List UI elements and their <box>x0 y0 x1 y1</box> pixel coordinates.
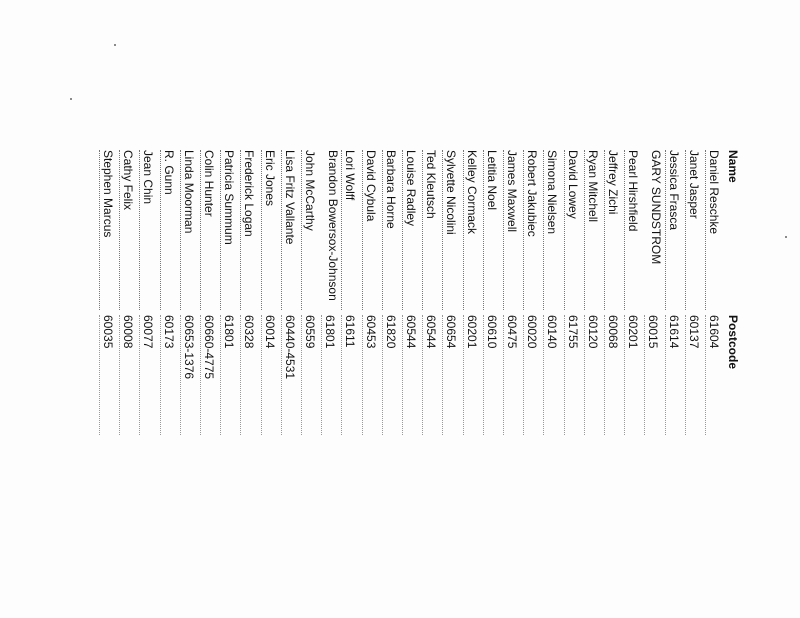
postcode-cell: 60068 <box>604 315 622 435</box>
name-cell: Colin Hunter <box>200 150 218 310</box>
postcode-cell: 61801 <box>220 315 238 435</box>
name-cell: Letitia Noel <box>483 150 501 310</box>
postcode-cell: 60544 <box>402 315 420 435</box>
table-row <box>422 150 440 618</box>
scan-speck <box>785 236 787 238</box>
table-row <box>362 150 380 618</box>
postcode-cell: 60653-1376 <box>180 315 198 435</box>
name-cell: Jeffrey Zichi <box>604 150 622 310</box>
postcode-cell: 60120 <box>584 315 602 435</box>
scan-speck <box>70 98 72 100</box>
name-cell: David Cybula <box>362 150 380 310</box>
table-row <box>301 150 319 618</box>
name-cell: GARY SUNDSTROM <box>649 150 664 265</box>
table-row <box>523 150 541 618</box>
table-row <box>705 150 723 618</box>
table-row <box>281 150 299 618</box>
name-cell: Kelley Cormack <box>463 150 481 310</box>
table-row <box>139 150 157 618</box>
name-cell: Ryan Mitchell <box>584 150 602 310</box>
table-row <box>463 150 481 618</box>
postcode-cell: 60020 <box>523 315 541 435</box>
name-cell: Eric Jones <box>261 150 279 310</box>
name-cell: Cathy Felix <box>119 150 137 310</box>
name-cell: Robert Jakubiec <box>523 150 541 310</box>
postcode-cell: 60660-4775 <box>200 315 218 435</box>
name-cell: Lori Wolff <box>341 150 359 310</box>
postcode-cell: 61801 <box>321 315 339 435</box>
postcode-cell: 61614 <box>665 315 683 435</box>
table-row <box>543 150 561 618</box>
name-cell: Patricia Summum <box>220 150 238 310</box>
name-cell: Janet Jasper <box>685 150 703 310</box>
postcode-cell: 60328 <box>240 315 258 435</box>
rotated-table <box>52 150 742 618</box>
name-cell: Frederick Logan <box>240 150 258 310</box>
table-row <box>321 150 339 618</box>
postcode-column-header: Postcode <box>726 315 740 370</box>
postcode-cell: 60077 <box>139 315 157 435</box>
table-row <box>382 150 400 618</box>
postcode-cell: 60453 <box>362 315 380 435</box>
table-row <box>604 150 622 618</box>
postcode-cell: 60440-4531 <box>281 315 299 435</box>
table-row <box>220 150 238 618</box>
table-row <box>119 150 137 618</box>
postcode-cell: 61755 <box>564 315 582 435</box>
scan-speck <box>114 44 116 46</box>
name-cell: R. Gunn <box>160 150 178 310</box>
postcode-cell: 60140 <box>543 315 561 435</box>
postcode-cell: 60544 <box>422 315 440 435</box>
table-row <box>644 150 662 618</box>
table-row <box>483 150 501 618</box>
postcode-cell: 60014 <box>261 315 279 435</box>
table-row <box>240 150 258 618</box>
table-row <box>503 150 521 618</box>
postcode-cell: 60654 <box>442 315 460 435</box>
postcode-cell: 60475 <box>503 315 521 435</box>
name-column-header: Name <box>726 150 740 183</box>
name-cell: Linda Moorman <box>180 150 198 310</box>
postcode-cell: 60201 <box>624 315 642 435</box>
name-cell: Louise Radley <box>402 150 420 310</box>
postcode-cell: 60201 <box>463 315 481 435</box>
name-cell: Sylvette Nicolini <box>442 150 460 310</box>
table-row <box>685 150 703 618</box>
postcode-cell: 60008 <box>119 315 137 435</box>
postcode-cell: 60015 <box>644 315 662 435</box>
table-row <box>341 150 359 618</box>
name-cell: John McCarthy <box>301 150 319 310</box>
table-row <box>99 150 117 618</box>
table-row <box>665 150 683 618</box>
table-row <box>200 150 218 618</box>
name-cell: Daniel Reschke <box>705 150 723 310</box>
table-row <box>180 150 198 618</box>
postcode-cell: 61604 <box>705 315 723 435</box>
table-row <box>584 150 602 618</box>
table-row <box>261 150 279 618</box>
postcode-cell: 60173 <box>160 315 178 435</box>
name-cell: Barbara Horne <box>382 150 400 310</box>
table-row <box>564 150 582 618</box>
name-cell: Simona Nielsen <box>543 150 561 310</box>
postcode-cell: 60610 <box>483 315 501 435</box>
table-header <box>724 150 742 618</box>
table-row <box>402 150 420 618</box>
postcode-cell: 61611 <box>341 315 359 435</box>
name-cell: Lisa Fritz Vallante <box>281 150 299 310</box>
table-row <box>442 150 460 618</box>
table-row <box>624 150 642 618</box>
postcode-cell: 60137 <box>685 315 703 435</box>
postcode-cell: 60035 <box>99 315 117 435</box>
name-cell: David Lowey <box>564 150 582 310</box>
name-cell: Brandon Bowersox-Johnson <box>326 150 341 301</box>
name-cell: Stephen Marcus <box>99 150 117 310</box>
name-cell: Ted Kleutsch <box>422 150 440 310</box>
name-cell: Jessica Frasca <box>665 150 683 310</box>
postcode-cell: 61820 <box>382 315 400 435</box>
postcode-cell: 60559 <box>301 315 319 435</box>
name-cell: Jean Chin <box>139 150 157 310</box>
name-cell: Pearl Hirshfield <box>624 150 642 310</box>
table-row <box>160 150 178 618</box>
name-cell: James Maxwell <box>503 150 521 310</box>
